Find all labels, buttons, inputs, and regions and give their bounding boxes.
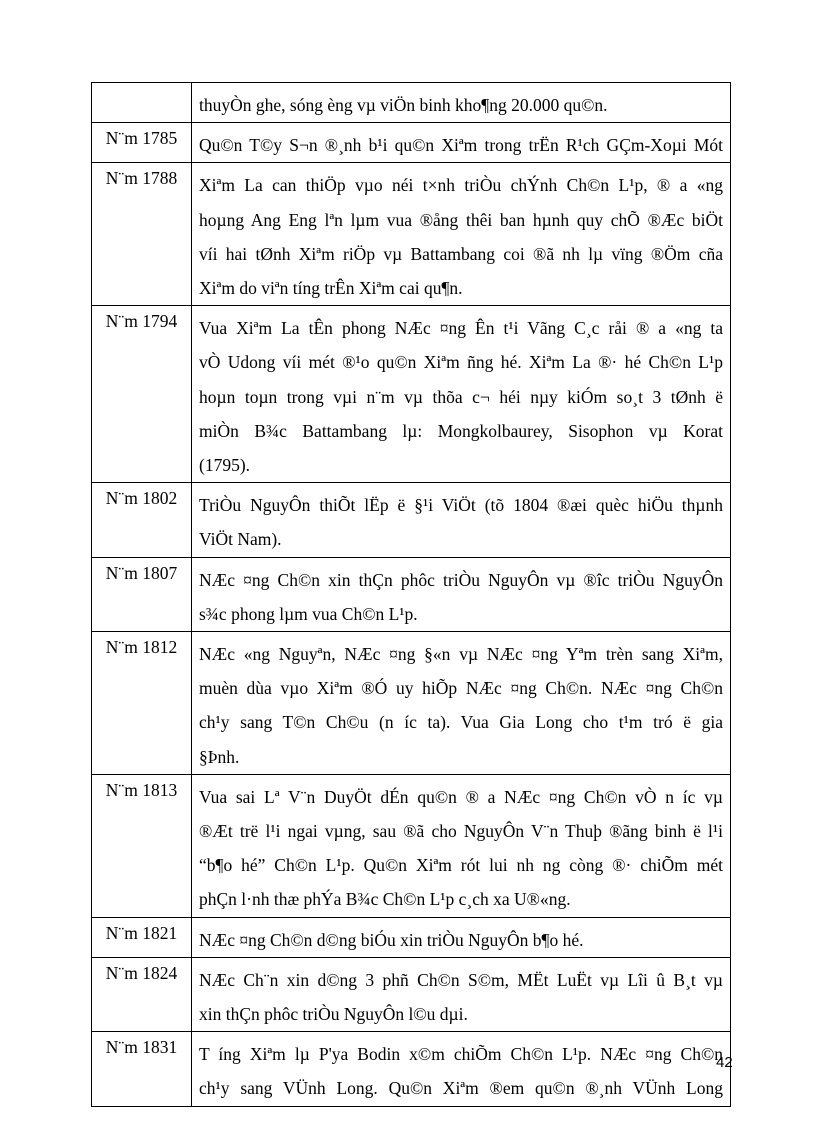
table-row <box>92 1032 731 1106</box>
table-row <box>92 306 731 483</box>
event-text-line: ViÖt Nam). <box>199 529 282 550</box>
event-text-line: xin thÇn phôc triÒu NguyÔn l©u dµi. <box>199 1004 468 1025</box>
year-cell: N¨m 1812 <box>92 632 192 775</box>
table-row <box>92 632 731 775</box>
table-row <box>92 123 731 163</box>
event-text-line: Xiªm do viªn tíng trÊn Xiªm cai qu¶n. <box>199 278 463 299</box>
event-text-line: TriÒu NguyÔn thiÕt lËp ë §¹i ViÖt (tõ 1804 ®æi quèc hiÖu thµnh <box>199 495 723 516</box>
event-cell <box>192 83 731 123</box>
year-cell: N¨m 1807 <box>92 557 192 631</box>
event-text-line: Xiªm La can thiÖp vµo néi t×nh triÒu chÝnh Ch©n L¹p, ® a «ng <box>199 175 723 196</box>
event-text-line: hoµng Ang Eng lªn lµm vua ®ång thêi ban hµnh quy chÕ ®Æc biÖt <box>199 209 723 230</box>
event-text-line: vÒ Udong víi mét ®¹o qu©n Xiªm ñng hé. Xiªm La ®· hé Ch©n L¹p <box>199 352 723 373</box>
table-row <box>92 917 731 957</box>
year-cell: N¨m 1794 <box>92 306 192 483</box>
event-cell <box>192 632 731 775</box>
event-text-line: ch¹y sang T©n Ch©u (n íc ta). Vua Gia Long cho t¹m tró ë gia <box>199 712 723 733</box>
event-text-line: muèn dùa vµo Xiªm ®Ó uy hiÕp NÆc ¤ng Ch©n. NÆc ¤ng Ch©n <box>199 678 723 699</box>
year-cell: N¨m 1785 <box>92 123 192 163</box>
table-row <box>92 83 731 123</box>
year-cell: N¨m 1788 <box>92 163 192 306</box>
page-number: 42 <box>716 1054 733 1071</box>
year-cell: N¨m 1821 <box>92 917 192 957</box>
event-text-line: NÆc ¤ng Ch©n xin thÇn phôc triÒu NguyÔn vµ ®îc triÒu NguyÔn <box>199 569 723 590</box>
event-text-line: ®Æt trë l¹i ngai vµng, sau ®ã cho NguyÔn V¨n Thuþ ®ãng binh ë l¹i <box>199 821 723 842</box>
table-row <box>92 163 731 306</box>
event-cell <box>192 163 731 306</box>
table-row <box>92 557 731 631</box>
event-text-line: Qu©n T©y S¬n ®¸nh b¹i qu©n Xiªm trong trËn R¹ch GÇm-Xoµi Mót <box>199 135 723 156</box>
event-cell <box>192 917 731 957</box>
event-text-line: miÒn B¾c Battambang lµ: Mongkolbaurey, Sisophon vµ Korat <box>199 420 723 441</box>
event-cell <box>192 774 731 917</box>
year-cell <box>92 83 192 123</box>
event-text-line: §Þnh. <box>199 746 240 767</box>
chronology-table-body <box>92 83 731 1107</box>
event-cell <box>192 557 731 631</box>
year-cell: N¨m 1831 <box>92 1032 192 1106</box>
event-text-line: (1795). <box>199 455 251 476</box>
event-text-line: Vua Xiªm La tÊn phong NÆc ¤ng Ên t¹i Vãng C¸c råi ® a «ng ta <box>199 318 723 339</box>
event-text-line: s¾c phong lµm vua Ch©n L¹p. <box>199 603 418 624</box>
event-text-line: NÆc «ng Nguyªn, NÆc ¤ng §«n vµ NÆc ¤ng Yªm trèn sang Xiªm, <box>199 644 723 665</box>
chronology-table <box>91 82 731 1107</box>
event-text-line: NÆc Ch¨n xin d©ng 3 phñ Ch©n S©m, MËt LuËt vµ Lîi û B¸t vµ <box>199 969 723 990</box>
event-cell <box>192 957 731 1031</box>
event-text-line: “b¶o hé” Ch©n L¹p. Qu©n Xiªm rót lui nh ng còng ®· chiÕm mét <box>199 855 723 876</box>
event-text-line: hoµn toµn trong vµi n¨m vµ thõa c¬ héi nµy kiÓm so¸t 3 tØnh ë <box>199 386 723 407</box>
table-row <box>92 483 731 557</box>
event-cell <box>192 1032 731 1106</box>
event-text-line: T íng Xiªm lµ P'ya Bodin x©m chiÕm Ch©n L¹p. NÆc ¤ng Ch©n <box>199 1044 723 1065</box>
event-text-line: víi hai tØnh Xiªm riÖp vµ Battambang coi ®ã nh lµ vïng ®Öm cña <box>199 243 723 264</box>
event-cell <box>192 123 731 163</box>
table-row <box>92 957 731 1031</box>
year-cell: N¨m 1824 <box>92 957 192 1031</box>
year-cell: N¨m 1802 <box>92 483 192 557</box>
event-text-line: phÇn l·nh thæ phÝa B¾c Ch©n L¹p c¸ch xa U®«ng. <box>199 889 571 910</box>
event-text-line: ch¹y sang VÜnh Long. Qu©n Xiªm ®em qu©n ®¸nh VÜnh Long <box>199 1078 723 1099</box>
event-text-line: NÆc ¤ng Ch©n d©ng biÓu xin triÒu NguyÔn b¶o hé. <box>199 929 584 950</box>
year-cell: N¨m 1813 <box>92 774 192 917</box>
event-cell <box>192 306 731 483</box>
event-cell <box>192 483 731 557</box>
event-text-line: thuyÒn ghe, sóng èng vµ viÖn binh kho¶ng 20.000 qu©n. <box>199 95 608 115</box>
table-row <box>92 774 731 917</box>
event-text-line: Vua sai Lª V¨n DuyÖt dÉn qu©n ® a NÆc ¤ng Ch©n vÒ n íc vµ <box>199 786 723 807</box>
